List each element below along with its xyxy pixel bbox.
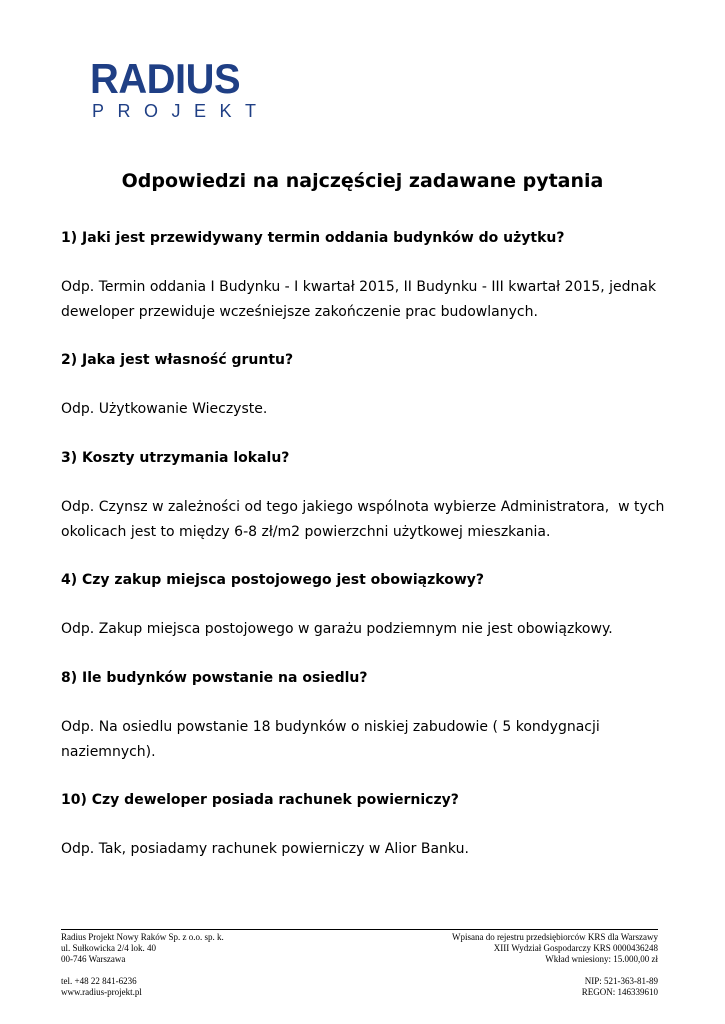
footer-krs: XIII Wydział Gospodarczy KRS 0000436248 [493, 943, 658, 953]
footer-company-name: Radius Projekt Nowy Raków Sp. z o.o. sp. k. [61, 932, 224, 942]
faq-question-3: 3) Koszty utrzymania lokalu? [61, 450, 290, 466]
faq-answer-4 [61, 617, 613, 642]
footer-registration-info [452, 932, 658, 998]
answer-line: Odp. Tak, posiadamy rachunek powierniczy w Alior Banku. [61, 841, 469, 857]
answer-line: Odp. Zakup miejsca postojowego w garażu podziemnym nie jest obowiązkowy. [61, 621, 613, 637]
footer-website-link[interactable]: www.radius-projekt.pl [61, 987, 142, 997]
footer-divider [61, 929, 658, 930]
footer-nip: NIP: 521-363-81-89 [584, 976, 658, 986]
faq-question-4: 4) Czy zakup miejsca postojowego jest obowiązkowy? [61, 572, 484, 588]
answer-line: Odp. Czynsz w zależności od tego jakiego wspólnota wybierze Administratora, w tych [61, 499, 665, 515]
footer-regon: REGON: 146339610 [581, 987, 658, 997]
faq-answer-1 [61, 275, 656, 324]
page-title: Odpowiedzi na najczęściej zadawane pytania [121, 170, 604, 192]
faq-answer-8 [61, 715, 600, 764]
faq-question-1: 1) Jaki jest przewidywany termin oddania budynków do użytku? [61, 230, 565, 246]
company-logo [90, 55, 270, 121]
footer-registry: Wpisana do rejestru przedsiębiorców KRS dla Warszawy [451, 932, 658, 942]
answer-line: deweloper przewiduje wcześniejsze zakończenie prac budowlanych. [61, 303, 538, 320]
faq-answer-3 [61, 495, 664, 544]
answer-line: Odp. Na osiedlu powstanie 18 budynków o niskiej zabudowie ( 5 kondygnacji [61, 719, 600, 735]
faq-question-8: 8) Ile budynków powstanie na osiedlu? [61, 670, 368, 686]
footer-phone: tel. +48 22 841-6236 [61, 976, 137, 986]
footer-street: ul. Sułkowicka 2/4 lok. 40 [61, 943, 156, 953]
answer-line: okolicach jest to między 6-8 zł/m2 powierzchni użytkowej mieszkania. [61, 523, 551, 540]
answer-line: naziemnych). [61, 743, 156, 760]
faq-question-10: 10) Czy deweloper posiada rachunek powierniczy? [61, 792, 459, 808]
faq-question-2: 2) Jaka jest własność gruntu? [61, 352, 294, 368]
logo-subtitle: PROJEKT [92, 101, 270, 121]
footer-city: 00-746 Warszawa [61, 954, 126, 964]
faq-answer-10 [61, 837, 469, 862]
faq-answer-2 [61, 397, 267, 422]
answer-line: Odp. Użytkowanie Wieczyste. [61, 401, 268, 417]
logo-wordmark: RADIUS [90, 55, 241, 102]
footer-capital: Wkład wniesiony: 15.000,00 zł [545, 954, 658, 964]
answer-line: Odp. Termin oddania I Budynku - I kwartał 2015, II Budynku - III kwartał 2015, jednak [61, 279, 657, 295]
footer-company-info [61, 932, 224, 998]
